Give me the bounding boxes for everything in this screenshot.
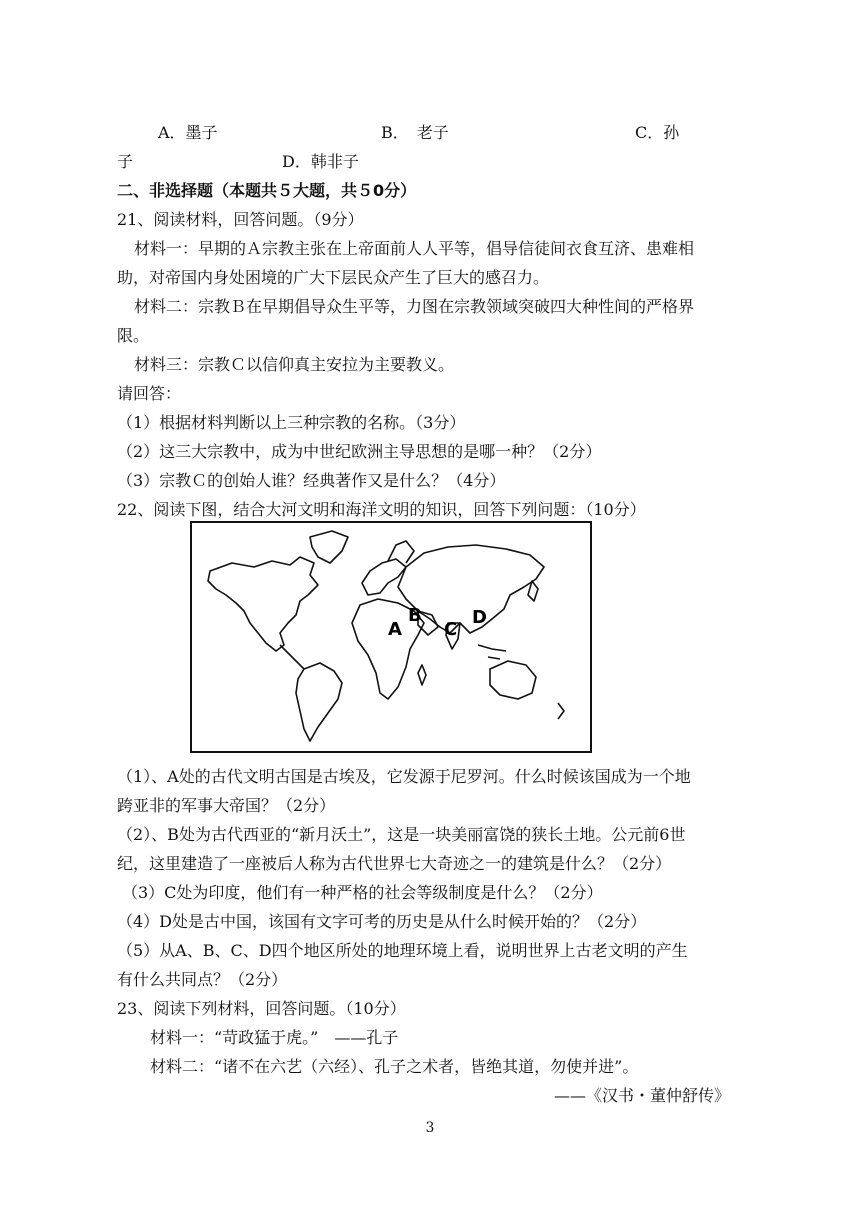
q22-sub-5-line-1: （5）从A、B、C、D四个地区所处的地理环境上看，说明世界上古老文明的产生 bbox=[117, 941, 688, 960]
q22-sub-1-line-2: 跨亚非的军事大帝国？（2分） bbox=[117, 796, 336, 815]
q21-material-3: 材料三：宗教Ｃ以信仰真主安拉为主要教义。 bbox=[134, 355, 455, 374]
q23-material-2: 材料二：“诸不在六艺（六经）、孔子之术者，皆绝其道，勿使并进”。 bbox=[150, 1057, 639, 1076]
map-label-d: D bbox=[472, 607, 487, 628]
map-label-a: A bbox=[388, 619, 402, 640]
option-d: D．韩非子 bbox=[282, 152, 359, 171]
q22-sub-5-line-2: 有什么共同点？（2分） bbox=[117, 970, 288, 989]
q21-material-2-line-2: 限。 bbox=[117, 326, 150, 345]
q23-material-2-source: ——《汉书・董仲舒传》 bbox=[554, 1086, 731, 1105]
map-label-c: C bbox=[444, 619, 458, 640]
world-map bbox=[190, 521, 592, 753]
q22-sub-2-line-2: 纪，这里建造了一座被后人称为古代世界七大奇迹之一的建筑是什么？（2分） bbox=[117, 854, 672, 873]
option-a: A．墨子 bbox=[158, 123, 218, 142]
south-america-outline bbox=[296, 663, 342, 741]
q22-sub-4: （4）D处是古中国，该国有文字可考的历史是从什么时候开始的？（2分） bbox=[117, 912, 647, 931]
q21-sub-3: （3）宗教Ｃ的创始人谁？经典著作又是什么？（4分） bbox=[117, 471, 506, 490]
option-c: C．孙 bbox=[635, 123, 680, 142]
q21-title: 21、阅读材料，回答问题。（9分） bbox=[117, 210, 364, 229]
q21-material-1-line-2: 助，对帝国内身处困境的广大下层民众产生了巨大的感召力。 bbox=[117, 268, 550, 287]
australia-outline bbox=[490, 661, 536, 699]
world-map-drawing bbox=[192, 523, 590, 751]
q22-sub-3: （3）C处为印度，他们有一种严格的社会等级制度是什么？（2分） bbox=[122, 883, 603, 902]
page-number: 3 bbox=[425, 1120, 435, 1136]
option-c-continued: 子 bbox=[117, 152, 134, 171]
q23-title: 23、阅读下列材料，回答问题。（10分） bbox=[117, 999, 406, 1018]
q21-sub-2: （2）这三大宗教中，成为中世纪欧洲主导思想的是哪一种？（2分） bbox=[117, 442, 602, 461]
north-america-outline bbox=[208, 557, 318, 651]
new-zealand-outline bbox=[558, 703, 564, 719]
q21-material-2-line-1: 材料二：宗教Ｂ在早期倡导众生平等，力图在宗教领域突破四大种性间的严格界 bbox=[134, 297, 695, 316]
q23-material-1: 材料一：“苛政猛于虎。” ——孔子 bbox=[150, 1028, 399, 1047]
q22-sub-1-line-1: （1）、A处的古代文明古国是古埃及，它发源于尼罗河。什么时候该国成为一个地 bbox=[117, 767, 691, 786]
central-america-outline bbox=[280, 645, 304, 669]
greenland-outline bbox=[310, 531, 348, 563]
indonesia-outline bbox=[478, 645, 506, 659]
q22-title: 22、阅读下图，结合大河文明和海洋文明的知识，回答下列问题：（10分） bbox=[117, 500, 646, 519]
map-label-b: B bbox=[408, 605, 422, 626]
q21-ask: 请回答： bbox=[117, 384, 182, 403]
option-b: B． 老子 bbox=[381, 123, 449, 142]
madagascar-outline bbox=[418, 665, 426, 685]
section-heading: 二、非选择题（本题共５大题，共５0分） bbox=[117, 181, 417, 200]
q21-material-1-line-1: 材料一：早期的Ａ宗教主张在上帝面前人人平等，倡导信徒间衣食互济、患难相 bbox=[134, 239, 695, 258]
q22-sub-2-line-1: （2）、B处为古代西亚的“新月沃土”，这是一块美丽富饶的狭长土地。公元前6世 bbox=[117, 825, 686, 844]
q21-sub-1: （1）根据材料判断以上三种宗教的名称。（3分） bbox=[117, 413, 466, 432]
